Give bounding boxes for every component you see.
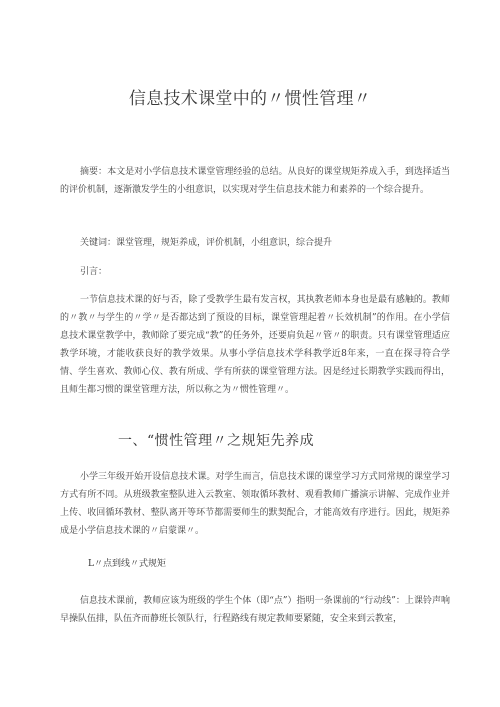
intro-body-paragraph: 一节信息技术课的好与否，除了受教学生最有发言权，其执教老师本身也是最有感触的。教师的〃教〃与学生的〃学〃是否都达到了预设的目标，课堂管理起着〃长效机制”的作用。在小学信息技术课堂教学中，教师除了要完成“教”的任务外，还要肩负起〃管〃的职责。只有课堂管理适应教学环境，才能收获良好的教学效果。从事小学信息技术学科教学近8年来，一直在探寻符合学情、学生喜欢、教师心仪、教有所成、学有所获的课堂管理方法。因是经过长期教学实践而得出，且师生都习惯的课堂管理方法，所以称之为〃惯性管理〃。 [60,295,450,395]
document-title: 信息技术课堂中的〃惯性管理〃 [128,89,372,109]
intro-label: 引言： [80,267,108,277]
keywords-paragraph: 关键词：课堂管理，规矩养成，评价机制，小组意识，综合提升 [80,238,333,248]
subsection-heading: L〃点到线〃式规矩 [88,559,166,569]
subsection-paragraph: 信息技术课前，教师应该为班级的学生个体（即“点”）指明一条课前的“行动线”：上课铃声响早操队伍排，队伍齐而静班长领队行，行程路线有规定教师要紧随，安全来到云教室， [60,596,450,624]
abstract-paragraph: 摘要：本文是对小学信息技术课堂管理经验的总结。从良好的课堂规矩养成入手，到选择适当的评价机制，逐渐激发学生的小组意识，以实现对学生信息技术能力和素养的一个综合提升。 [60,167,450,195]
section-1-paragraph: 小学三年级开始开设信息技术课。对学生而言，信息技术课的课堂学习方式同常规的课堂学习方式有所不同。从班级教室整队进入云教室、领取循环教材、观看教师广播演示讲解、完成作业并上传、收回循环教材、整队离开等环节都需要师生的默契配合，才能高效有序进行。因此，规矩养成是小学信息技术课的〃启蒙课〃。 [60,472,450,536]
section-heading-1: 一、“惯性管理〃之规矩先养成 [118,433,315,449]
